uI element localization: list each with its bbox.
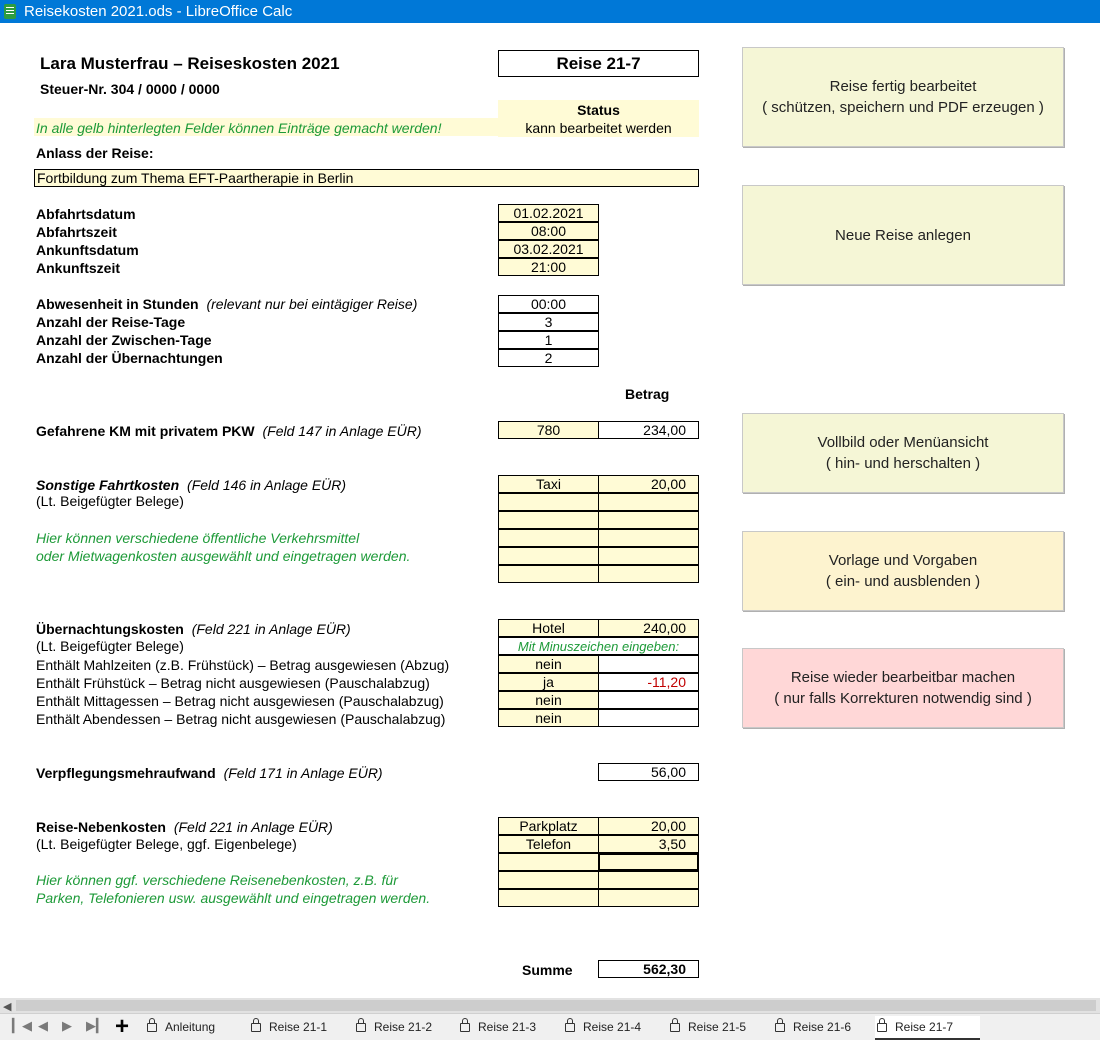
transport-type-input[interactable] [498,529,599,547]
lodging-amount-input[interactable]: 240,00 [598,619,699,637]
meal-included-select[interactable]: nein [498,655,599,673]
incidental-type-input[interactable] [498,871,599,889]
transport-amount-input[interactable]: 20,00 [598,475,699,493]
transport-label: Sonstige Fahrtkosten [36,477,180,493]
nights-value: 2 [498,349,599,367]
incidental-type-input[interactable]: Telefon [498,835,599,853]
transport-type-input[interactable] [498,511,599,529]
reopen-line2: ( nur falls Korrekturen notwendig sind ) [774,690,1032,707]
car-note: (Feld 147 in Anlage EÜR) [262,423,422,439]
sheet-tab-bar [0,1013,1100,1040]
last-sheet-icon[interactable]: ▶▎ [86,1018,106,1033]
meals-allowance-amount: 56,00 [598,763,699,781]
transport-amount-input[interactable] [598,547,699,565]
lodging-sub: (Lt. Beigefügter Belege) [36,638,184,654]
incidentals-hint-1: Hier können ggf. verschiedene Reisenebenkosten, z.B. für [36,872,398,888]
meal-included-select[interactable]: nein [498,709,599,727]
meal-included-select[interactable]: ja [498,673,599,691]
transport-hint-1: Hier können verschiedene öffentliche Verkehrsmittel [36,530,360,546]
meals-allowance-label: Verpflegungsmehraufwand [36,765,216,781]
sheet-tab[interactable] [354,1016,459,1038]
sheet-tab-label: Reise 21-5 [688,1020,747,1034]
arrival-date-label: Ankunftsdatum [36,242,139,258]
lodging-note: (Feld 221 in Anlage EÜR) [191,621,351,637]
minus-sign-hint: Mit Minuszeichen eingeben: [498,637,699,655]
departure-date-label: Abfahrtsdatum [36,206,136,222]
status-label: Status [577,102,620,118]
transport-type-input[interactable] [498,547,599,565]
template-line1: Vorlage und Vorgaben [828,552,978,569]
arrival-time-input[interactable]: 21:00 [498,258,599,276]
transport-amount-input[interactable] [598,529,699,547]
window-titlebar [0,0,1100,23]
prev-sheet-icon[interactable]: ◀ [38,1018,48,1033]
meals-allowance-row-label [36,765,383,781]
between-days-value: 1 [498,331,599,349]
meals-allowance-note: (Feld 171 in Anlage EÜR) [223,765,383,781]
lodging-row-label [36,621,351,637]
lock-icon [356,1023,366,1032]
meal-deduction-amount [598,709,699,727]
amount-column-header: Betrag [625,386,670,402]
template-toggle-button[interactable] [742,531,1064,611]
incidental-amount-input[interactable] [598,889,699,907]
sheet-tab[interactable] [249,1016,354,1038]
sheet-tab[interactable] [773,1016,878,1038]
meal-deduction-label: Enthält Mahlzeiten (z.B. Frühstück) – Betrag ausgewiesen (Abzug) [36,657,450,673]
meal-deduction-amount: -11,20 [598,673,699,691]
total-label: Summe [522,962,573,978]
sheet-tab-label: Reise 21-7 [895,1020,954,1034]
transport-amount-input[interactable] [598,511,699,529]
transport-type-input[interactable] [498,565,599,583]
purpose-label: Anlass der Reise: [36,145,154,161]
incidental-type-input[interactable] [498,853,599,871]
tax-id: Steuer-Nr. 304 / 0000 / 0000 [40,81,220,97]
trip-id-cell[interactable]: Reise 21-7 [498,50,699,77]
purpose-input[interactable]: Fortbildung zum Thema EFT-Paartherapie in Berlin [34,169,699,187]
car-amount: 234,00 [598,421,699,439]
window-title: Reisekosten 2021.ods - LibreOffice Calc [24,3,293,20]
horizontal-scrollbar[interactable] [0,998,1100,1013]
finish-trip-button[interactable] [742,47,1064,147]
sheet-tab-label: Reise 21-3 [478,1020,537,1034]
travel-days-label: Anzahl der Reise-Tage [36,314,186,330]
lodging-type-input[interactable]: Hotel [498,619,599,637]
sheet-title: Lara Musterfrau – Reiseskosten 2021 [40,54,340,73]
transport-type-input[interactable] [498,493,599,511]
meal-deduction-label: Enthält Frühstück – Betrag nicht ausgewiesen (Pauschalabzug) [36,675,430,691]
lock-icon [251,1023,261,1032]
incidentals-note: (Feld 221 in Anlage EÜR) [173,819,333,835]
lodging-label: Übernachtungskosten [36,621,184,637]
incidental-amount-input[interactable]: 20,00 [598,817,699,835]
incidentals-hint-2: Parken, Telefonieren usw. ausgewählt und eingetragen werden. [36,890,431,906]
reopen-line1: Reise wieder bearbeitbar machen [790,669,1016,686]
arrival-time-label: Ankunftszeit [36,260,120,276]
nights-label: Anzahl der Übernachtungen [36,350,223,366]
car-km-input[interactable]: 780 [498,421,599,439]
sheet-tab[interactable] [875,1016,980,1040]
sheet-tab-label: Reise 21-4 [583,1020,642,1034]
departure-time-label: Abfahrtszeit [36,224,117,240]
absence-label: Abwesenheit in Stunden [36,296,199,312]
meal-deduction-label: Enthält Abendessen – Betrag nicht ausgewiesen (Pauschalabzug) [36,711,446,727]
travel-days-value: 3 [498,313,599,331]
departure-date-input[interactable]: 01.02.2021 [498,204,599,222]
transport-amount-input[interactable] [598,493,699,511]
finish-trip-line1: Reise fertig bearbeitet [829,78,977,95]
fullscreen-toggle-button[interactable] [742,413,1064,493]
meal-included-select[interactable]: nein [498,691,599,709]
calc-app-icon [4,4,16,19]
incidentals-sub: (Lt. Beigefügter Belege, ggf. Eigenbelege) [36,836,297,852]
sheet-tab-label: Reise 21-6 [793,1020,852,1034]
first-sheet-icon[interactable]: ▎◀ [12,1018,32,1033]
fullscreen-line2: ( hin- und herschalten ) [825,455,981,472]
sheet-tab[interactable] [458,1016,563,1038]
absence-row-label [36,296,417,312]
lock-icon [147,1023,157,1032]
finish-trip-line2: ( schützen, speichern und PDF erzeugen ) [762,99,1044,116]
lock-icon [877,1023,887,1032]
next-sheet-icon[interactable]: ▶ [62,1018,72,1033]
transport-type-input[interactable]: Taxi [498,475,599,493]
sheet-tab[interactable] [145,1016,242,1038]
scroll-left-icon[interactable]: ◀ [3,1001,12,1013]
add-sheet-icon[interactable]: + [115,1013,130,1040]
reopen-trip-button[interactable] [742,648,1064,728]
incidental-type-input[interactable] [498,889,599,907]
sheet-tab-label: Anleitung [165,1020,216,1034]
departure-time-input[interactable]: 08:00 [498,222,599,240]
incidental-amount-input[interactable]: 3,50 [598,835,699,853]
incidentals-row-label [36,819,333,835]
incidental-type-input[interactable]: Parkplatz [498,817,599,835]
fullscreen-line1: Vollbild oder Menüansicht [817,434,989,451]
new-trip-button[interactable] [742,185,1064,285]
sheet-tab-label: Reise 21-2 [374,1020,433,1034]
transport-sub: (Lt. Beigefügter Belege) [36,493,184,509]
transport-amount-input[interactable] [598,565,699,583]
lock-icon [460,1023,470,1032]
lock-icon [670,1023,680,1032]
scrollbar-thumb[interactable] [16,1000,1096,1011]
meal-deduction-amount [598,691,699,709]
meal-deduction-amount [598,655,699,673]
total-amount: 562,30 [598,960,699,978]
arrival-date-input[interactable]: 03.02.2021 [498,240,599,258]
transport-note: (Feld 146 in Anlage EÜR) [187,477,347,493]
transport-hint-2: oder Mietwagenkosten ausgewählt und eingetragen werden. [36,548,411,564]
status-value: kann bearbeitet werden [525,120,672,136]
sheet-tab-label: Reise 21-1 [269,1020,328,1034]
lock-icon [565,1023,575,1032]
selected-cell-cursor[interactable] [598,853,699,871]
yellow-fields-hint: In alle gelb hinterlegten Felder können Einträge gemacht werden! [36,120,442,136]
sheet-tab[interactable] [563,1016,668,1038]
absence-note: (relevant nur bei eintägiger Reise) [206,296,418,312]
incidental-amount-input[interactable] [598,871,699,889]
transport-row-label [36,477,346,493]
meal-deduction-label: Enthält Mittagessen – Betrag nicht ausgewiesen (Pauschalabzug) [36,693,444,709]
template-line2: ( ein- und ausblenden ) [825,573,981,590]
lock-icon [775,1023,785,1032]
sheet-tab[interactable] [668,1016,773,1038]
car-row-label [36,423,422,439]
between-days-label: Anzahl der Zwischen-Tage [36,332,212,348]
incidentals-label: Reise-Nebenkosten [36,819,166,835]
absence-value: 00:00 [498,295,599,313]
new-trip-label: Neue Reise anlegen [835,226,971,244]
car-label: Gefahrene KM mit privatem PKW [36,423,255,439]
